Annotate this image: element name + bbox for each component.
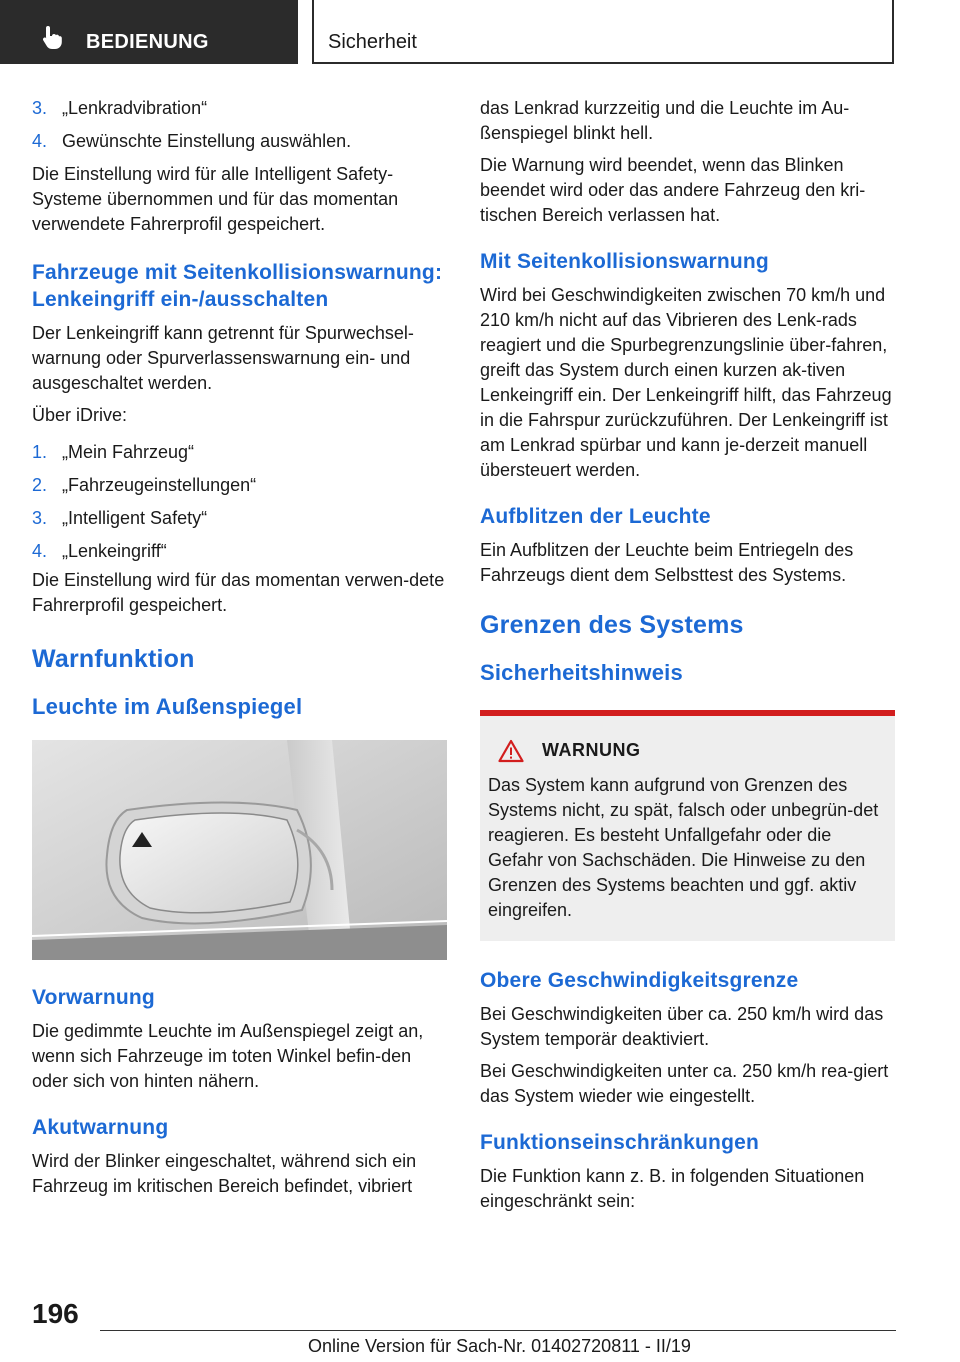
heading-lenkeingriff: Fahrzeuge mit Seitenkollisionswarnung: Lenkeingriff ein-/ausschalten — [32, 261, 443, 311]
paragraph: Die Funktion kann z. B. in folgenden Situationen eingeschränkt sein: — [480, 1166, 865, 1211]
heading-warnfunktion: Warnfunktion — [32, 645, 195, 673]
list-text: „Mein Fahrzeug“ — [62, 442, 195, 462]
mirror-illustration — [32, 740, 447, 960]
side-mirror-image — [32, 740, 447, 960]
steps-list-a — [32, 96, 447, 154]
warning-title: WARNUNG — [542, 740, 641, 760]
heading-grenzen: Grenzen des Systems — [480, 611, 744, 639]
paragraph: Wird bei Geschwindigkeiten zwischen 70 km/h und 210 km/h nicht auf das Vibrieren des Lenk-rads reagiert und die Spurbegrenzungslinie über-fahren, greift das System durch einen kurzen ak-tiven Lenkeingriff ein. Der Lenkeingriff hilft, das Fahrzeug in die Fahrspur zurückzuführen. Der Lenkeingriff ist am Lenkrad spürbar und kann je-derzeit manuell übersteuert werden. — [480, 285, 892, 480]
heading-sicherheitshinweis: Sicherheitshinweis — [480, 660, 683, 685]
warning-text: Das System kann aufgrund von Grenzen des Systems nicht, zu spät, falsch oder unbegrün-det reagieren. Es besteht Unfallgefahr oder die Gefahr von Sachschäden. Die Hinweise zu den Grenzen des Systems beachten und ggf. aktiv eingreifen. — [488, 775, 879, 920]
section-tab — [0, 0, 298, 64]
paragraph: Die Warnung wird beendet, wenn das Blinken beendet wird oder das andere Fahrzeug den kri-tischen Bereich verlassen hat. — [480, 155, 866, 225]
chapter-tab — [312, 0, 894, 64]
paragraph: Bei Geschwindigkeiten über ca. 250 km/h wird das System temporär deaktiviert. — [480, 1004, 884, 1049]
list-item — [32, 506, 447, 531]
list-number: 3. — [32, 508, 48, 528]
paragraph: Die gedimmte Leuchte im Außenspiegel zeigt an, wenn sich Fahrzeuge im toten Winkel befin-den oder sich von hinten nähern. — [32, 1021, 424, 1091]
warning-header — [488, 738, 887, 763]
list-item — [32, 96, 447, 121]
list-number: 1. — [32, 442, 48, 462]
page-number: 196 — [32, 1298, 79, 1329]
heading-mit-seitenkollision: Mit Seitenkollisionswarnung — [480, 250, 769, 273]
list-text: „Fahrzeugeinstellungen“ — [62, 475, 257, 495]
heading-vorwarnung: Vorwarnung — [32, 986, 155, 1009]
chapter-label: Sicherheit — [328, 31, 417, 53]
paragraph: Bei Geschwindigkeiten unter ca. 250 km/h rea-giert das System wieder wie eingestellt. — [480, 1061, 889, 1106]
heading-akutwarnung: Akutwarnung — [32, 1116, 169, 1139]
paragraph: Die Einstellung wird für das momentan verwen-dete Fahrerprofil gespeichert. — [32, 570, 445, 615]
footer-divider — [100, 1330, 896, 1331]
list-number: 4. — [32, 131, 48, 151]
paragraph: Über iDrive: — [32, 405, 128, 425]
list-item — [32, 539, 447, 564]
list-item — [32, 473, 447, 498]
heading-leuchte: Leuchte im Außenspiegel — [32, 694, 303, 719]
online-version-text: Online Version für Sach-Nr. 01402720811 - II/19 — [308, 1336, 691, 1356]
list-number: 2. — [32, 475, 48, 495]
list-text: „Lenkeingriff“ — [62, 541, 167, 561]
hand-pointer-icon — [40, 24, 66, 50]
steps-list-b — [32, 440, 447, 564]
heading-funktionseinschraenkungen: Funktionseinschränkungen — [480, 1131, 759, 1154]
warning-triangle-icon — [498, 739, 524, 763]
paragraph: Ein Aufblitzen der Leuchte beim Entriegeln des Fahrzeugs dient dem Selbsttest des Systems. — [480, 540, 854, 585]
paragraph: Der Lenkeingriff kann getrennt für Spurwechsel-warnung oder Spurverlassenswarnung ein- und ausgeschaltet werden. — [32, 323, 414, 393]
right-column — [480, 96, 895, 1221]
paragraph: Wird der Blinker eingeschaltet, während sich ein Fahrzeug im kritischen Bereich befindet, vibriert — [32, 1151, 417, 1196]
heading-aufblitzen: Aufblitzen der Leuchte — [480, 505, 711, 528]
list-item — [32, 129, 447, 154]
list-text: Gewünschte Einstellung auswählen. — [62, 131, 352, 151]
list-number: 3. — [32, 98, 48, 118]
section-label: BEDIENUNG — [86, 31, 209, 53]
list-number: 4. — [32, 541, 48, 561]
page-footer — [0, 1290, 960, 1362]
warning-box — [480, 710, 895, 941]
page-header — [0, 0, 960, 66]
left-column — [32, 96, 447, 1206]
paragraph: Die Einstellung wird für alle Intelligent Safety-Systeme übernommen und für das momentan verwendete Fahrerprofil gespeichert. — [32, 164, 399, 234]
paragraph: das Lenkrad kurzzeitig und die Leuchte im Au-ßenspiegel blinkt hell. — [480, 98, 850, 143]
list-item — [32, 440, 447, 465]
list-text: „Intelligent Safety“ — [62, 508, 208, 528]
list-text: „Lenkradvibration“ — [62, 98, 208, 118]
heading-obere-grenze: Obere Geschwindigkeitsgrenze — [480, 969, 799, 992]
